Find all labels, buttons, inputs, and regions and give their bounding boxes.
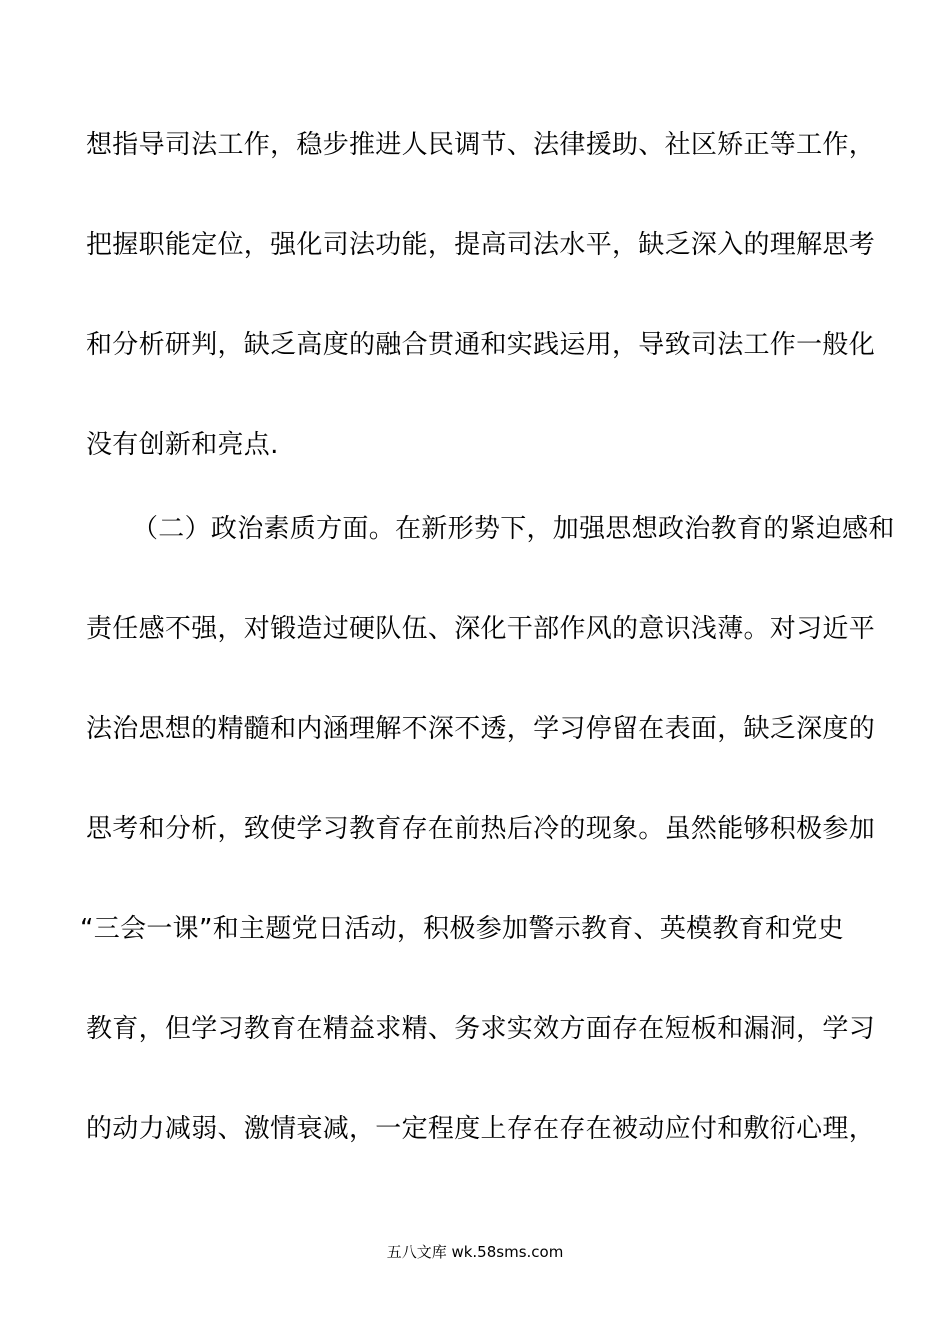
section-heading-line: （二）政治素质方面。在新形势下，加强思想政治教育的紧迫感和 <box>132 514 895 544</box>
paragraph-line: “三会一课”和主题党日活动，积极参加警示教育、英模教育和党史 <box>80 914 844 944</box>
paragraph-line: 法治思想的精髓和内涵理解不深不透，学习停留在表面，缺乏深度的 <box>86 714 876 744</box>
paragraph-line: 把握职能定位，强化司法功能，提高司法水平，缺乏深入的理解思考 <box>86 230 876 260</box>
paragraph-line: 想指导司法工作，稳步推进人民调节、法律援助、社区矫正等工作， <box>86 130 876 160</box>
paragraph-line: 责任感不强，对锻造过硬队伍、深化干部作风的意识浅薄。对习近平 <box>86 614 876 644</box>
paragraph-line: 没有创新和亮点. <box>86 430 279 460</box>
paragraph-line: 教育，但学习教育在精益求精、务求实效方面存在短板和漏洞，学习 <box>86 1014 876 1044</box>
paragraph-line: 思考和分析，致使学习教育存在前热后冷的现象。虽然能够积极参加 <box>86 814 876 844</box>
paragraph-line: 和分析研判，缺乏高度的融合贯通和实践运用，导致司法工作一般化 <box>86 330 876 360</box>
footer-watermark: 五八文库 wk.58sms.com <box>386 1243 564 1261</box>
paragraph-line: 的动力减弱、激情衰减，一定程度上存在存在被动应付和敷衍心理， <box>86 1114 876 1144</box>
